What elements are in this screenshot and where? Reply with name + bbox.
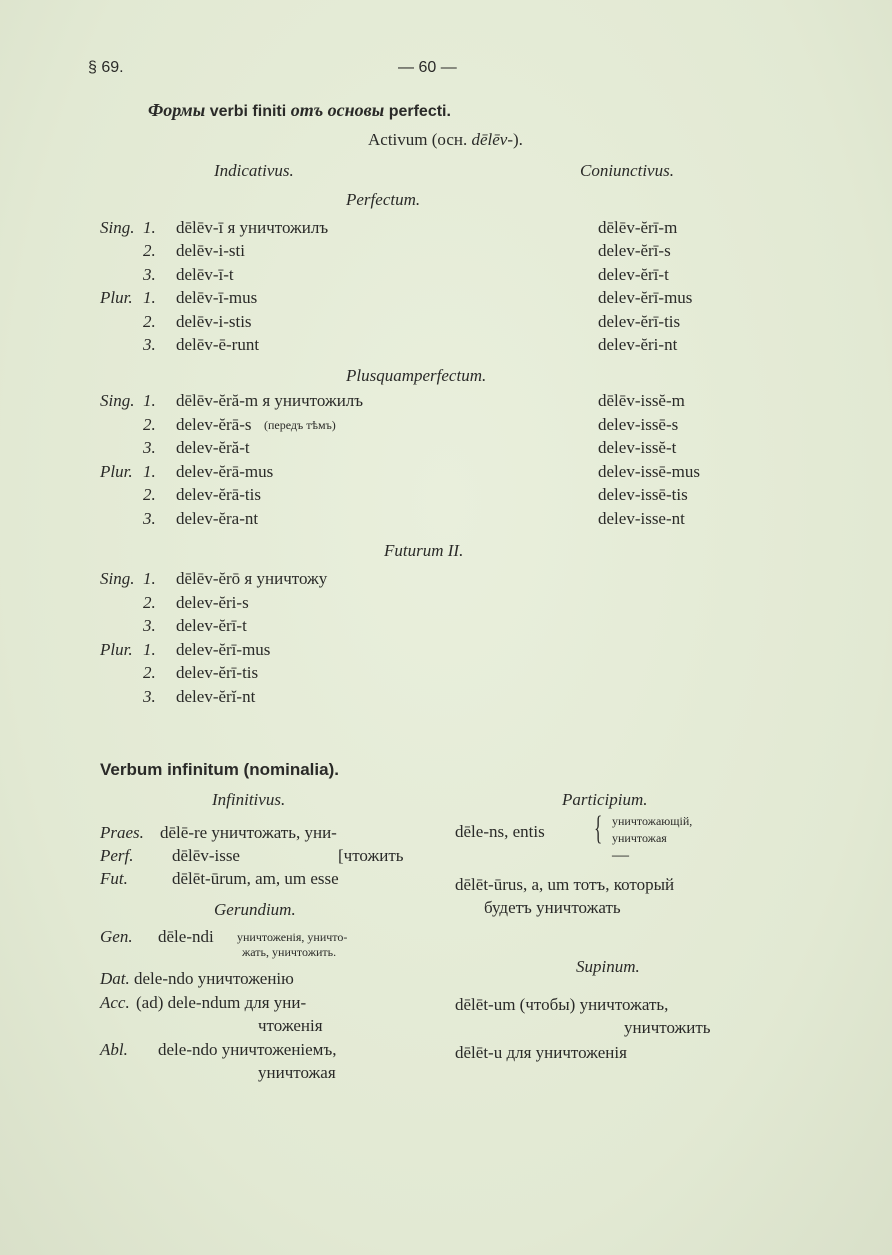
- infinitum-heading: Verbum infinitum (nominalia).: [100, 760, 339, 779]
- page-number: — 60 —: [398, 59, 457, 76]
- futurum-heading: Futurum II.: [384, 541, 464, 560]
- supinum-heading: Supinum.: [576, 957, 640, 976]
- activum-stem: dēlēv-: [471, 130, 514, 149]
- row-label: Acc.: [100, 993, 130, 1012]
- indicative-form: delev-ĕrī-t: [176, 616, 247, 635]
- person-number: 2.: [143, 312, 156, 331]
- person-number: 1.: [143, 569, 156, 588]
- indicative-form: delēv-ī-t: [176, 265, 234, 284]
- gerund-form: dele-ndo уничтоженіемъ,: [158, 1040, 337, 1059]
- subjunctive-form: delev-ĕrī-t: [598, 265, 669, 284]
- indicativus-heading: Indicativus.: [214, 161, 294, 180]
- participle-gloss: уничтожающій,: [612, 814, 693, 828]
- indicative-form: delev-ĕrī-tis: [176, 663, 259, 682]
- row-label: Fut.: [100, 869, 128, 888]
- number-label: Plur.: [100, 640, 133, 659]
- participle-future: dēlēt-ūrus, a, um тотъ, который: [455, 875, 675, 894]
- indicative-form: dēlēv-ī я уничтожилъ: [176, 218, 329, 237]
- subjunctive-form: delev-ĕrī-s: [598, 241, 671, 260]
- number-label: Plur.: [100, 288, 133, 307]
- gerund-gloss: уничтоженія, уничто-: [237, 930, 348, 944]
- person-number: 3.: [143, 335, 156, 354]
- supine-form: dēlēt-u для уничтоженія: [455, 1043, 627, 1062]
- plusquamperfectum-heading: Plusquamperfectum.: [346, 366, 487, 385]
- supine-gloss: уничтожить: [624, 1018, 711, 1037]
- gerundium-heading: Gerundium.: [214, 900, 296, 919]
- subjunctive-form: delev-ĕrī-mus: [598, 288, 693, 307]
- row-label: Praes.: [100, 823, 144, 842]
- infinitive-form: dēlēt-ūrum, am, um esse: [172, 869, 339, 888]
- person-number: 1.: [143, 462, 156, 481]
- title-part: perfecti.: [388, 103, 451, 120]
- infinitive-form: dēlē-re уничтожать, уни-: [160, 823, 337, 842]
- indicative-form: delev-ĕrā-mus: [176, 462, 274, 481]
- participium-heading: Participium.: [562, 790, 648, 809]
- section-number: § 69.: [88, 59, 124, 76]
- participle-future-gloss: будетъ уничтожать: [484, 898, 621, 917]
- gerund-form: dele-ndo уничтоженію: [134, 969, 294, 988]
- row-label: Dat.: [100, 969, 130, 988]
- person-number: 1.: [143, 288, 156, 307]
- indicative-form: delev-ĕrĭ-nt: [176, 687, 256, 706]
- row-label: Perf.: [100, 846, 134, 865]
- indicative-form: delēv-ē-runt: [176, 335, 260, 354]
- perfectum-heading: Perfectum.: [346, 190, 421, 209]
- indicative-form: delev-ĕră-t: [176, 438, 250, 457]
- activum-end: ).: [513, 130, 523, 149]
- number-label: Sing.: [100, 218, 135, 237]
- indicative-form: dēlēv-ĕră-m я уничтожилъ: [176, 391, 364, 410]
- activum-heading: [368, 131, 523, 148]
- title-part: отъ основы: [290, 100, 385, 120]
- brace: {: [594, 810, 603, 847]
- dash: —: [612, 845, 629, 864]
- gerund-form: dēle-ndi: [158, 927, 214, 946]
- subjunctive-form: delev-issē-s: [598, 415, 679, 434]
- infinitivus-heading: Infinitivus.: [212, 790, 286, 809]
- subjunctive-form: delev-ĕrī-tis: [598, 312, 681, 331]
- participle-form: dēle-ns, entis: [455, 822, 545, 841]
- subjunctive-form: delev-isse-nt: [598, 509, 685, 528]
- indicative-form: delēv-i-sti: [176, 241, 245, 260]
- gerund-continuation: уничтожая: [258, 1063, 336, 1082]
- person-number: 2.: [143, 241, 156, 260]
- person-number: 1.: [143, 218, 156, 237]
- gerund-continuation: чтоженія: [258, 1016, 323, 1035]
- indicative-form: delev-ĕrā-s: [176, 415, 252, 434]
- form-note: (передъ тѣмъ): [264, 418, 336, 432]
- person-number: 2.: [143, 593, 156, 612]
- title-part: Формы: [148, 100, 206, 120]
- indicative-form: delev-ĕrī-mus: [176, 640, 271, 659]
- title-part: verbi finiti: [209, 103, 287, 120]
- infinitive-continuation: [чтожить: [338, 846, 404, 865]
- subjunctive-form: dēlēv-ĕrī-m: [598, 218, 678, 237]
- person-number: 1.: [143, 640, 156, 659]
- person-number: 2.: [143, 485, 156, 504]
- indicative-form: dēlēv-ĕrō я уничтожу: [176, 569, 328, 588]
- person-number: 3.: [143, 616, 156, 635]
- person-number: 2.: [143, 663, 156, 682]
- indicative-form: delev-ĕrā-tis: [176, 485, 261, 504]
- number-label: Plur.: [100, 462, 133, 481]
- person-number: 3.: [143, 438, 156, 457]
- coniunctivus-heading: Coniunctivus.: [580, 161, 674, 180]
- page-title: [148, 101, 451, 120]
- person-number: 1.: [143, 391, 156, 410]
- subjunctive-form: delev-issē-mus: [598, 462, 700, 481]
- row-label: Gen.: [100, 927, 133, 946]
- activum-text: Activum (осн.: [368, 130, 468, 149]
- person-number: 2.: [143, 415, 156, 434]
- subjunctive-form: delev-issē-tis: [598, 485, 688, 504]
- row-label: Abl.: [100, 1040, 128, 1059]
- supine-form: dēlēt-um (чтобы) уничтожать,: [455, 995, 669, 1014]
- person-number: 3.: [143, 509, 156, 528]
- subjunctive-form: delev-issĕ-t: [598, 438, 677, 457]
- indicative-form: delev-ĕra-nt: [176, 509, 259, 528]
- indicative-form: delēv-ī-mus: [176, 288, 258, 307]
- gerund-form: (ad) dele-ndum для уни-: [136, 993, 307, 1012]
- gerund-gloss: жать, уничтожить.: [242, 945, 337, 959]
- indicative-form: delēv-i-stis: [176, 312, 252, 331]
- number-label: Sing.: [100, 569, 135, 588]
- subjunctive-form: dēlēv-issĕ-m: [598, 391, 685, 410]
- infinitive-form: dēlēv-isse: [172, 846, 240, 865]
- person-number: 3.: [143, 687, 156, 706]
- person-number: 3.: [143, 265, 156, 284]
- number-label: Sing.: [100, 391, 135, 410]
- indicative-form: delev-ĕri-s: [176, 593, 249, 612]
- subjunctive-form: delev-ĕri-nt: [598, 335, 678, 354]
- participle-gloss: уничтожая: [612, 831, 667, 845]
